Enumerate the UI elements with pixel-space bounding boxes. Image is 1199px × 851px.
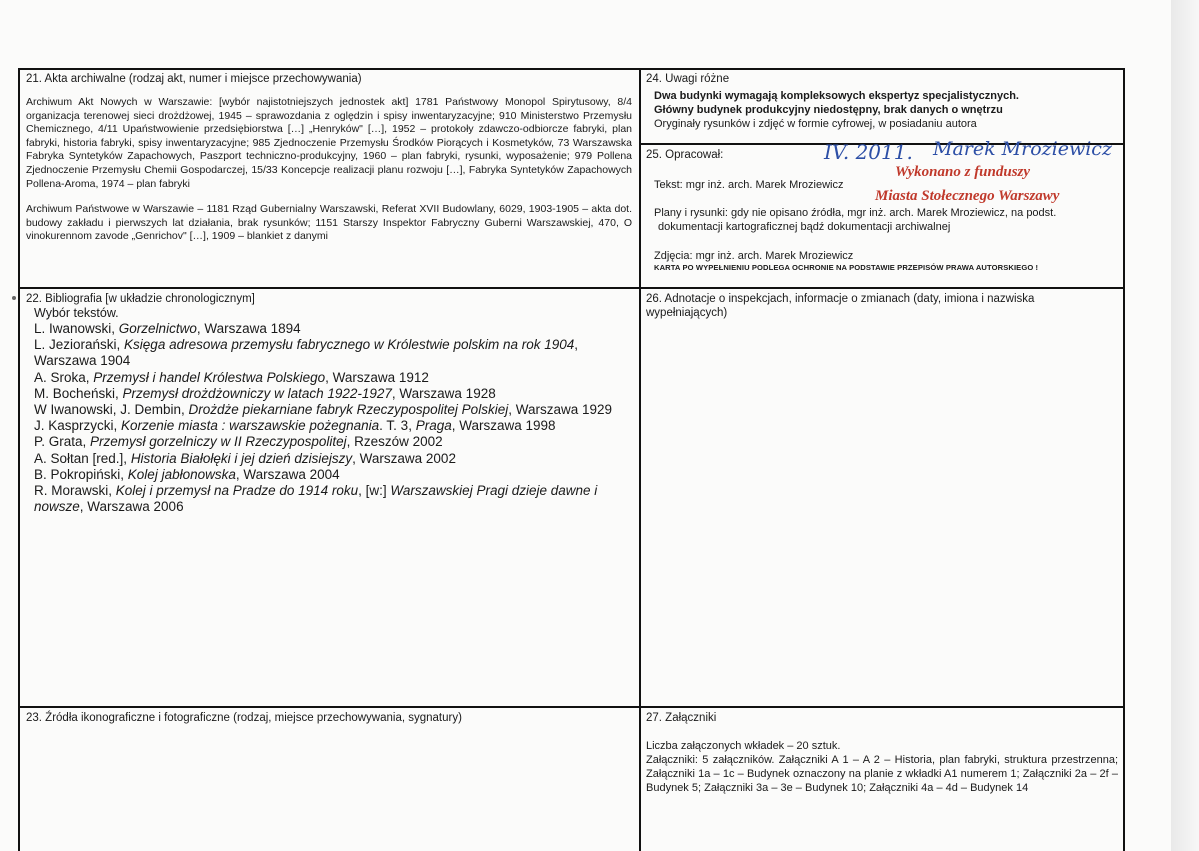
center-divider bbox=[639, 68, 641, 851]
bibliography-text: , Warszawa 2006 bbox=[79, 499, 184, 515]
bibliography-entry bbox=[34, 386, 630, 402]
bibliography-title: Drożdże piekarniane fabryk Rzeczypospolitej Polskiej bbox=[188, 402, 509, 418]
section-21-header: 21. Akta archiwalne (rodzaj akt, numer i miejsce przechowywania) bbox=[26, 73, 362, 85]
section-23 bbox=[26, 711, 632, 725]
scan-edge bbox=[1171, 0, 1199, 851]
bibliography-text: M. Bocheński, bbox=[34, 385, 123, 401]
bibliography-text: J. Kasprzycki, bbox=[34, 418, 122, 434]
right-border bbox=[1123, 68, 1125, 851]
handwritten-signature: Marek Mroziewicz bbox=[933, 138, 1112, 160]
section-23-header: 23. Źródła ikonograficzne i fotograficzne (rodzaj, miejsce przechowywania, sygnatury) bbox=[26, 712, 462, 724]
bibliography-text: L. Jeziorański, bbox=[34, 337, 125, 353]
scan-speck bbox=[12, 296, 16, 300]
bibliography-entry bbox=[34, 321, 630, 337]
bibliography-text: , Warszawa 2004 bbox=[235, 466, 340, 482]
form-grid bbox=[18, 68, 1125, 851]
bibliography-text: , Warszawa 1928 bbox=[391, 385, 496, 401]
bibliography-title: Historia Białołęki i jej dzień dzisiejszy bbox=[130, 450, 353, 466]
bibliography-text: , Warszawa 1998 bbox=[451, 418, 556, 434]
bibliography-text: B. Pokropiński, bbox=[34, 466, 128, 482]
bibliography-list bbox=[34, 321, 630, 515]
section-21-para2: Archiwum Państwowe w Warszawie – 1181 Rząd Gubernialny Warszawski, Referat XVII Budowlany, 6029, 1903-1905 – akta dot. budowy zakładu i pierwszych lat działania, brak rysunków; 1151 Starszy Inspektor Fabryczny Guberni Warszawskiej, 470, O vinokurennom zavode „Genrichov" […], 1909 – blankiet z danymi bbox=[26, 203, 632, 243]
section-25-tekst: Tekst: mgr inż. arch. Marek Mrozіewicz bbox=[654, 179, 844, 191]
section-27-line1: Liczba załączonych wkładek – 20 sztuk. bbox=[646, 740, 841, 752]
bibliography-text: A. Sroka, bbox=[34, 369, 94, 385]
bibliography-title: Kolej jabłonowska bbox=[127, 466, 236, 482]
left-border bbox=[18, 68, 20, 851]
bibliography-title: Księga adresowa przemysłu fabrycznego w Królestwie polskim na rok 1904 bbox=[124, 337, 575, 353]
section-27-header: 27. Załączniki bbox=[646, 712, 717, 724]
bibliography-title: Korzenie miasta : warszawskie pożegnania bbox=[121, 418, 380, 434]
bibliography-title: Przemysł drożdżowniczy w latach 1922-1927 bbox=[122, 385, 392, 401]
section-24-line2: Główny budynek produkcyjny niedostępny, brak danych o wnętrzu bbox=[654, 104, 1003, 116]
bibliography-text: , Warszawa 1929 bbox=[508, 402, 612, 418]
top-border bbox=[18, 68, 1125, 70]
section-24-header: 24. Uwagi różne bbox=[646, 73, 730, 85]
section-26 bbox=[646, 292, 1118, 320]
funding-stamp-line2: Miasta Stołecznego Warszawy bbox=[875, 188, 1060, 204]
bibliography-entry bbox=[34, 402, 630, 418]
bibliography-text: L. Iwanowski, bbox=[34, 321, 119, 336]
bibliography-title: Warszawskiej Pragi dzieje dawne i nowsze bbox=[34, 483, 598, 515]
section-24 bbox=[646, 72, 1118, 131]
bibliography-text: , Warszawa 1912 bbox=[325, 369, 429, 385]
bibliography-text: W Iwanowski, J. Dembin, bbox=[34, 402, 189, 418]
bibliography-entry bbox=[34, 418, 630, 434]
section-25 bbox=[646, 148, 1118, 286]
bibliography-entry bbox=[34, 467, 630, 483]
row2-divider bbox=[18, 706, 1125, 708]
section-25-header: 25. Opracował: bbox=[646, 149, 724, 161]
bibliography-title: Przemysł i handel Królestwa Polskiego bbox=[93, 369, 326, 385]
row1-divider bbox=[18, 287, 1125, 289]
bibliography-text: , Rzeszów 2002 bbox=[346, 434, 443, 450]
bibliography-text: , [w:] bbox=[358, 483, 391, 499]
bibliography-text: R. Morawski, bbox=[34, 483, 116, 499]
bibliography-entry bbox=[34, 483, 630, 515]
bibliography-text: P. Grata, bbox=[34, 434, 91, 450]
bibliography-text: . T. 3, bbox=[379, 418, 416, 434]
section-21 bbox=[26, 72, 632, 244]
section-25-zdjecia: Zdjęcia: mgr inż. arch. Marek Mroziewicz bbox=[654, 250, 854, 262]
section-22-intro: Wybór tekstów. bbox=[34, 306, 119, 320]
section-21-para1: Archiwum Akt Nowych w Warszawie: [wybór najistotniejszych jednostek akt] 1781 Państwowy Monopol Spirytusowy, 8/4 organizacja terenowej sieci drożdżowej, 1945 – sprawozdania z oględzin i spisy inwentaryzacyjne; 910 Ministerstwo Przemysłu Chemicznego, 4/11 Upaństwowienie przedsiębiorstwa […] „Henryków" […], 1952 – protokoły zdawczo-odbiorcze fabryki, plan fabryki, historia fabryki, spisy inwentaryzacyjne; 985 Zjednoczenie Przemysłu Środków Piorących i Kosmetyków, 73 Warszawska Fabryka Syntetyków Zapachowych, Paszport techniczno-produkcyjny, 1960 – plan fabryki, rysunki, wyposażenie; 979 Pollena Zjednoczenie Przemysłu Chemii Gospodarczej, 15/33 Koncepcje realizacji planu rozwoju […], Fabryka Syntetyków Zapachowych Pollena-Aroma, 1974 – plan fabryki bbox=[26, 96, 632, 190]
section-25-plany1: Plany i rysunki: gdy nie opisano źródła, mgr inż. arch. Marek Mroziewicz, na podst. bbox=[654, 207, 1057, 219]
bibliography-title: Praga bbox=[415, 418, 452, 434]
section-22-header: 22. Bibliografia [w układzie chronologicznym] bbox=[26, 293, 255, 305]
bibliography-title: Kolej i przemysł na Pradze do 1914 roku bbox=[115, 483, 359, 499]
section-24-line3: Oryginały rysunków i zdjęć w formie cyfrowej, w posiadaniu autora bbox=[654, 118, 977, 130]
bibliography-entry bbox=[34, 370, 630, 386]
handwritten-date: IV. 2011. bbox=[824, 140, 913, 164]
section-26-header: 26. Adnotacje o inspekcjach, informacje o zmianach (daty, imiona i nazwiska wypełniających) bbox=[646, 293, 1035, 319]
bibliography-entry bbox=[34, 451, 630, 467]
section-27 bbox=[646, 711, 1118, 795]
section-24-line1: Dwa budynki wymagają kompleksowych ekspertyz specjalistycznych. bbox=[654, 90, 1019, 102]
bibliography-title: Gorzelnictwo bbox=[118, 321, 197, 336]
section-25-plany2: dokumentacji kartograficznej bądź dokumentacji archiwalnej bbox=[658, 221, 951, 233]
bibliography-entry bbox=[34, 434, 630, 450]
bibliography-text: , Warszawa 1904 bbox=[34, 337, 579, 369]
bibliography-entry bbox=[34, 337, 630, 369]
bibliography-text: , Warszawa 1894 bbox=[196, 321, 301, 336]
section-27-para: Załączniki: 5 załączników. Załączniki A 1 – A 2 – Historia, plan fabryki, struktura przestrzenna; Załączniki 1a – 1c – Budynek oznaczony na planie z wkładki A1 numerem 1; Załączniki 2a – 2f – Budynek 5; Załączniki 3a – 3e – Budynek 10; Załączniki 4a – 4d – Budynek 14 bbox=[646, 754, 1118, 794]
bibliography-text: A. Sołtan [red.], bbox=[34, 450, 131, 466]
bibliography-title: Przemysł gorzelniczy w II Rzeczypospolitej bbox=[90, 434, 347, 450]
section-25-copyright-notice: KARTA PO WYPEŁNIENIU PODLEGA OCHRONIE NA PODSTAWIE PRZEPISÓW PRAWA AUTORSKIEGO ! bbox=[654, 263, 1039, 272]
bibliography-text: , Warszawa 2002 bbox=[352, 450, 456, 466]
section-22 bbox=[26, 292, 632, 515]
funding-stamp-line1: Wykonano z funduszy bbox=[895, 164, 1031, 180]
